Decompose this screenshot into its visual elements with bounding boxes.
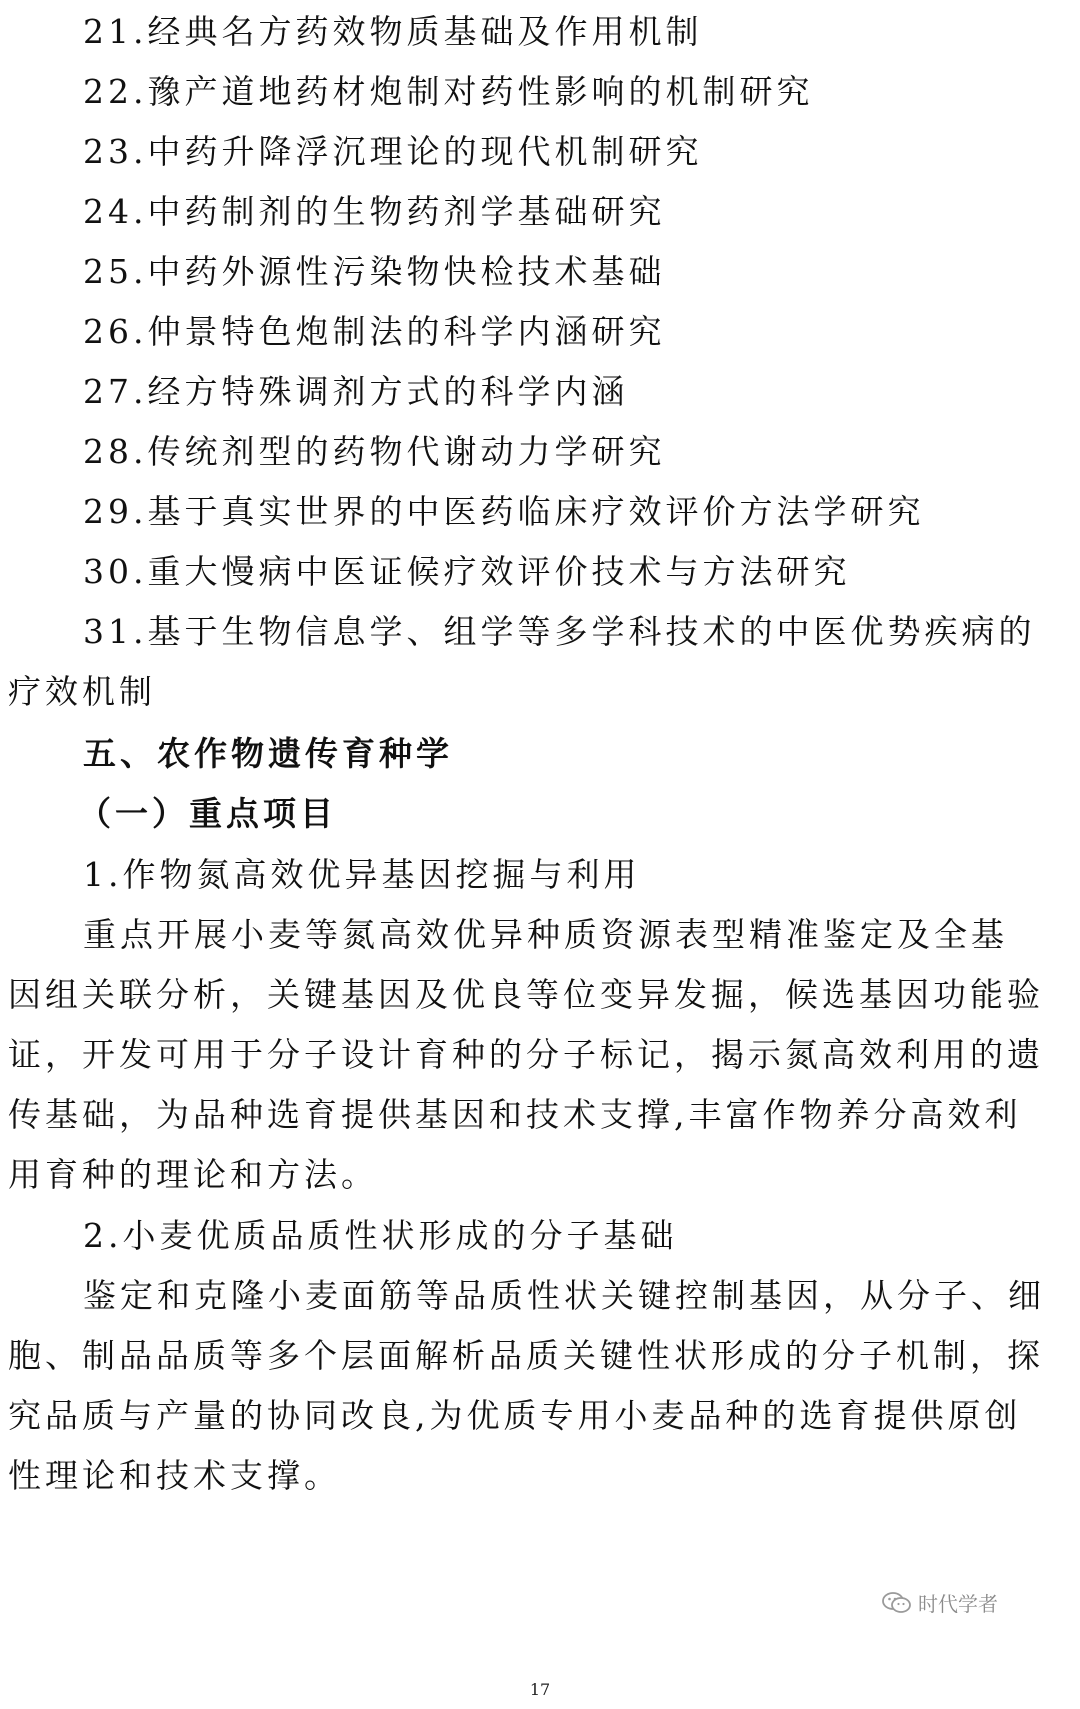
list-item-25: 25.中药外源性污染物快检技术基础 [83,252,666,291]
list-item-30: 30.重大慢病中医证候疗效评价技术与方法研究 [83,552,851,591]
list-item-27: 27.经方特殊调剂方式的科学内涵 [83,372,629,411]
project-title-1: 1.作物氮高效优异基因挖掘与利用 [83,855,641,894]
paragraph-line: 因组关联分析，关键基因及优良等位变异发掘，候选基因功能验 [8,975,1044,1014]
list-item-26: 26.仲景特色炮制法的科学内涵研究 [83,312,666,351]
project-title-2: 2.小麦优质品质性状形成的分子基础 [83,1216,678,1255]
list-item-31-cont: 疗效机制 [8,672,156,711]
list-item-22: 22.豫产道地药材炮制对药性影响的机制研究 [83,72,814,111]
list-item-28: 28.传统剂型的药物代谢动力学研究 [83,432,666,471]
paragraph-line: 用育种的理论和方法。 [8,1155,378,1194]
wechat-icon [882,1591,912,1615]
list-item-29: 29.基于真实世界的中医药临床疗效评价方法学研究 [83,492,925,531]
list-item-21: 21.经典名方药效物质基础及作用机制 [83,12,703,51]
list-item-31: 31.基于生物信息学、组学等多学科技术的中医优势疾病的 [83,612,1036,651]
paragraph-line: 究品质与产量的协同改良,为优质专用小麦品种的选育提供原创 [8,1396,1022,1435]
subsection-heading: （一）重点项目 [78,794,337,833]
paragraph-line: 鉴定和克隆小麦面筋等品质性状关键控制基因，从分子、细 [83,1276,1045,1315]
list-item-24: 24.中药制剂的生物药剂学基础研究 [83,192,666,231]
section-heading: 五、农作物遗传育种学 [83,734,453,773]
paragraph-line: 性理论和技术支撑。 [8,1456,341,1495]
paragraph-line: 胞、制品品质等多个层面解析品质关键性状形成的分子机制，探 [8,1336,1044,1375]
watermark [882,1588,998,1617]
page-number: 17 [529,1680,551,1699]
list-item-23: 23.中药升降浮沉理论的现代机制研究 [83,132,703,171]
watermark-text: 时代学者 [918,1592,998,1616]
paragraph-line: 传基础，为品种选育提供基因和技术支撑,丰富作物养分高效利 [8,1095,1022,1134]
paragraph-line: 重点开展小麦等氮高效优异种质资源表型精准鉴定及全基 [83,915,1008,954]
paragraph-line: 证，开发可用于分子设计育种的分子标记，揭示氮高效利用的遗 [8,1035,1044,1074]
